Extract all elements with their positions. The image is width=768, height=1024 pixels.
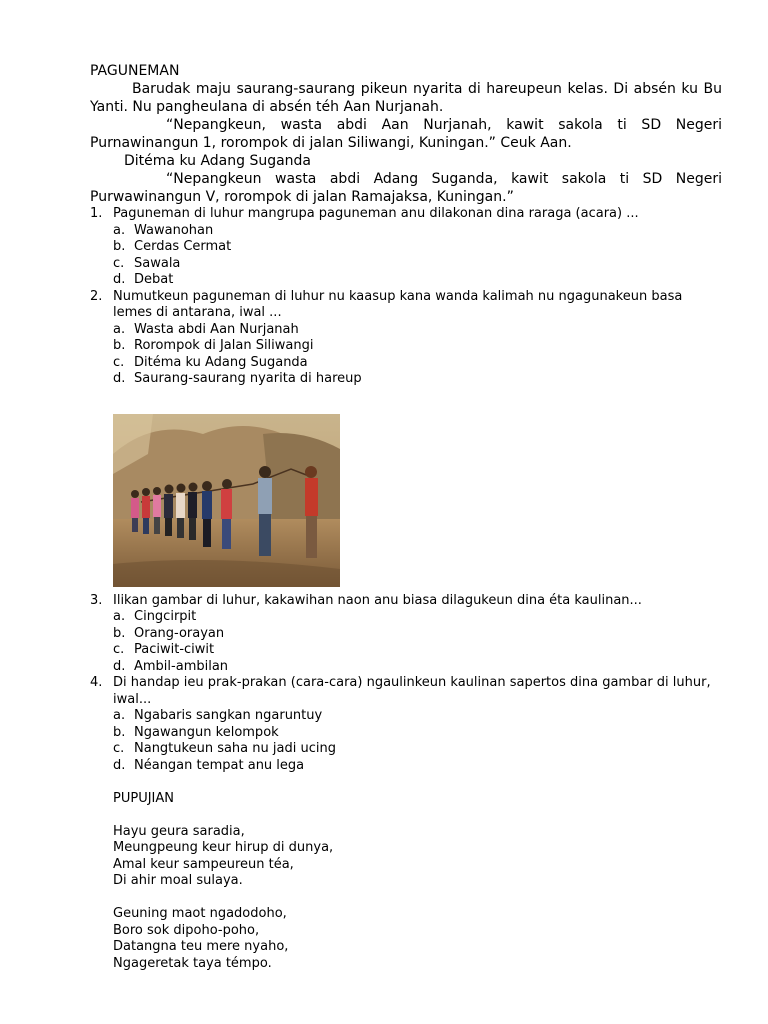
option-text: Nangtukeun saha nu jadi ucing	[134, 741, 336, 756]
question-item	[90, 206, 722, 289]
document-title: PAGUNEMAN	[90, 63, 180, 79]
question-text: Ilikan gambar di luhur, kakawihan naon anu biasa dilagukeun dina éta kaulinan...	[113, 592, 642, 608]
question-number: 3.	[90, 592, 103, 608]
option-letter: a.	[113, 222, 126, 238]
option-letter: d.	[113, 272, 126, 287]
question-list-part1	[90, 206, 722, 388]
option-item	[113, 708, 722, 725]
option-text: Ditéma ku Adang Suganda	[134, 354, 308, 370]
option-item	[113, 642, 722, 659]
option-item	[113, 626, 722, 643]
option-letter: a.	[113, 321, 126, 337]
option-text: Wasta abdi Aan Nurjanah	[134, 321, 299, 337]
option-item	[113, 272, 722, 289]
poem-line: Amal keur sampeureun téa,	[113, 856, 294, 872]
option-text: Ambil-ambilan	[134, 658, 229, 674]
option-item	[113, 609, 722, 626]
option-item	[113, 322, 722, 339]
option-item	[113, 355, 722, 372]
question-text: Di handap ieu prak-prakan (cara-cara) ngaulinkeun kaulinan sapertos dina gambar di luhur, iwal...	[113, 675, 711, 707]
option-letter: c.	[113, 741, 125, 756]
paragraph-adang-intro: Ditéma ku Adang Suganda	[124, 153, 312, 169]
option-text: Ngawangun kelompok	[134, 724, 279, 740]
option-letter: a.	[113, 708, 126, 723]
option-letter: b.	[113, 625, 126, 641]
question-item	[90, 675, 722, 774]
option-item	[113, 741, 722, 758]
question-text: Paguneman di luhur mangrupa paguneman anu dilakonan dina raraga (acara) ...	[113, 206, 639, 221]
option-text: Debat	[134, 272, 174, 287]
option-item	[113, 659, 722, 676]
option-list	[113, 708, 722, 774]
option-text: Ngabaris sangkan ngaruntuy	[134, 708, 323, 723]
pupujian-title: PUPUJIAN	[113, 790, 174, 806]
option-item	[113, 758, 722, 775]
option-text: Cingcirpit	[134, 609, 197, 624]
option-letter: d.	[113, 757, 126, 773]
option-letter: d.	[113, 658, 126, 674]
option-text: Rorompok di Jalan Siliwangi	[134, 338, 314, 353]
option-item	[113, 371, 722, 388]
option-letter: d.	[113, 371, 126, 386]
poem-line: Geuning maot ngadodoho,	[113, 906, 287, 921]
question-item	[90, 593, 722, 676]
question-list-part2	[90, 593, 722, 775]
option-text: Cerdas Cermat	[134, 239, 232, 254]
option-letter: c.	[113, 354, 125, 370]
option-item	[113, 338, 722, 355]
option-list	[113, 322, 722, 388]
option-text: Saurang-saurang nyarita di hareup	[134, 371, 362, 386]
poem-line: Di ahir moal sulaya.	[113, 873, 243, 888]
option-list	[113, 223, 722, 289]
option-letter: b.	[113, 239, 126, 254]
document-page	[90, 62, 722, 972]
question-number: 2.	[90, 288, 103, 304]
paragraph-intro: Barudak maju saurang-saurang pikeun nyarita di hareupeun kelas. Di absén ku Bu Yanti. Nu pangheulana di absén téh Aan Nurjanah.	[90, 81, 722, 115]
paragraph-aan-quote: “Nepangkeun, wasta abdi Aan Nurjanah, kawit sakola ti SD Negeri Purnawinangun 1, rorompok di jalan Siliwangi, Kuningan.” Ceuk Aan.	[90, 117, 722, 151]
pupujian-section	[90, 774, 722, 972]
poem-line: Hayu geura saradia,	[113, 823, 245, 839]
paragraph-adang-quote: “Nepangkeun wasta abdi Adang Suganda, kawit sakola ti SD Negeri Purwawinangun V, rorompok di jalan Ramajaksa, Kuningan.”	[90, 171, 722, 205]
poem-line: Meungpeung keur hirup di dunya,	[113, 840, 334, 855]
option-letter: a.	[113, 609, 126, 624]
option-text: Paciwit-ciwit	[134, 642, 215, 657]
option-item	[113, 725, 722, 742]
question-number: 4.	[90, 675, 103, 690]
option-letter: c.	[113, 642, 125, 657]
option-item	[113, 223, 722, 240]
option-text: Néangan tempat anu lega	[134, 757, 305, 773]
option-letter: b.	[113, 338, 126, 353]
option-item	[113, 239, 722, 256]
option-text: Sawala	[134, 255, 181, 271]
option-item	[113, 256, 722, 273]
question-item	[90, 289, 722, 388]
option-text: Orang-orayan	[134, 625, 225, 641]
option-letter: b.	[113, 724, 126, 740]
question-text: Numutkeun paguneman di luhur nu kaasup kana wanda kalimah nu ngagunakeun basa lemes di antarana, iwal ...	[113, 288, 683, 320]
poem-line: Datangna teu mere nyaho,	[113, 939, 289, 954]
question-number: 1.	[90, 206, 103, 221]
option-list	[113, 609, 722, 675]
poem-line: Ngageretak taya témpo.	[113, 955, 272, 971]
option-letter: c.	[113, 255, 125, 271]
children-playing-photo	[113, 414, 340, 587]
option-text: Wawanohan	[134, 222, 214, 238]
poem-line: Boro sok dipoho-poho,	[113, 922, 260, 938]
